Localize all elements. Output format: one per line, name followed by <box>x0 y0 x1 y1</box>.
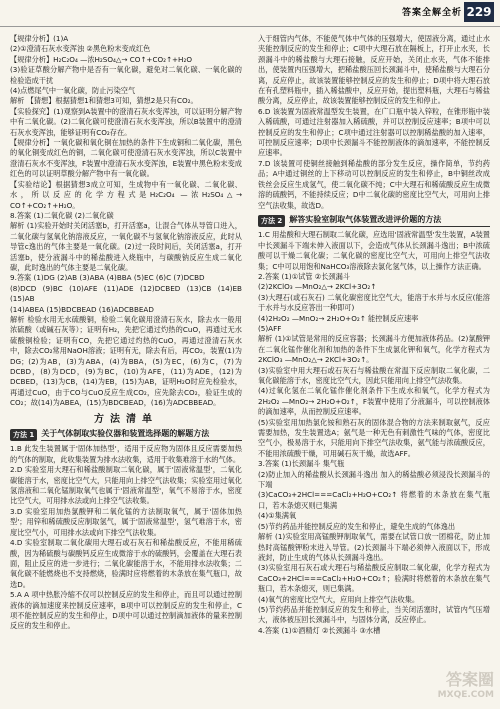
right-para-7: (3)大理石(或石灰石) 二氧化碳密度比空气大，能溶于水并与水反应(能溶于水并与水反应答出一种即可) <box>258 292 490 313</box>
method-heading-2 <box>258 215 490 227</box>
right-para-9: (5)AFF <box>258 323 282 333</box>
header-brand: 答案全解全析 <box>401 8 462 18</box>
right-para-6: (2)2KClO₃ —MnO₂△→ 2KCl+3O₂↑ <box>258 282 377 292</box>
watermark-logo <box>394 667 494 703</box>
right-para-15: (2)防止加入的稀盐酸从长颈漏斗逸出 加入的稀盐酸必须浸没长颈漏斗的下端 <box>258 469 490 490</box>
left-para-2: 【规律分析】H₂C₂O₄ —浓H₂SO₄△→ CO↑+CO₂↑+H₂O <box>10 54 192 64</box>
left-para-9: 8.答案 (1)二氧化碳 (2)二氧化碳 <box>10 210 114 220</box>
left-para-5: 解析 【猜想】根据猜想1和猜想3可知，猜想2是只有CO₂。 <box>10 96 198 106</box>
right-para-23: 4.答案 (1)①酒精灯 ②长颈漏斗 ③水槽 <box>258 625 381 635</box>
section-title: 方法清单 <box>94 413 158 425</box>
method-badge-icon: 方法 1 <box>10 429 37 441</box>
left-para-0: 【规律分析】(1)A <box>10 34 69 43</box>
left-para-6: 【实验探究】(1)观察到A装置中的澄清石灰水变浑浊，可以证明分解产物中有二氧化碳。(2)二氧化碳可使澄清石灰水变浑浊，所以B装置中的澄清石灰水变浑浊，能够证明有CO₂存在。 <box>10 106 242 137</box>
left-para-13: (14)ABEA (15)BDCBEAD (16)ADCBBEAD <box>10 304 154 314</box>
method-badge-icon: 方法 2 <box>258 215 285 227</box>
left-para-18: 2.D 实验室用大理石和稀盐酸制取二氧化碳，属于'固液常温型'，二氧化碳能溶于水，密度比空气大，只能用向上排空气法收集；实验室用过氧化氢溶液和二氧化锰制取氧气也属于'固液常温型'，氧气不易溶于水，密度比空气大，可用排水法或向上排空气法收集。 <box>10 465 242 506</box>
left-para-20: 4.D 实验室制取二氧化碳用大理石或石灰石和稀盐酸反应，不能用稀硫酸，因为稀硫酸与碳酸钙反应生成微溶于水的硫酸钙，会覆盖在大理石表面，阻止反应的进一步进行；二氧化碳能溶于水，不能用排水法收集；二氧化碳不能燃烧也不支持燃烧，验满时应将燃着的木条放在集气瓶口，故选D。 <box>10 538 242 589</box>
left-para-14: 解析 检验水用无水硫酸铜，检验二氧化碳用澄清石灰水，除去水一般用浓硫酸（或碱石灰等）；证明有H₂，先把它通过灼热的CuO，再通过无水硫酸铜检验；证明有CO，先把它通过灼热的CuO，再通过澄清石灰水中，除去CO₂常用NaOH溶液；证明有无，除去有后，再CO₂，装置(1)为DG；(2)为AB，(3)为ABA，(4)为BBA，(5)为EC，(6)为C，(7)为DCBD，(8)为DCD，(9)为BC，(10)为AFE，(11)为ADE，(12)为DCBED，(13)为CB，(14)为EB，(15)为AB，证明H₂O时应先检验水，再通过CuO，由于CO与CuO反应生成CO₂，应先除去CO₂，验证生成的CO₂；故(14)为ABEA，(15)为BDCBEAD，(16)为ADCBBEAD。 <box>10 314 242 408</box>
right-para-10: 解析 (1)①试管是常用的反应容器；长颈漏斗方便加液体药品。(2)氯酸钾在二氧化锰作催化剂和加热的条件下生成氯化钾和氧气，化学方程式为2KClO₃ —MnO₂△→ 2KCl+3O₂↑。 <box>258 334 490 365</box>
right-para-12: (4)过氧化氢在二氧化锰作催化剂条件下生成水和氧气，化学方程式为2H₂O₂ —MnO₂→ 2H₂O+O₂↑，F装置中使用了分液漏斗，可以控制液体的滴加速率，从而控制反应速率。 <box>258 386 490 417</box>
left-para-21: 5.A A 项中热胀冷缩不仅可以控制反应的发生和停止，而且可以通过控制液体的滴加速度来控制反应速率，B项中可以控制反应的发生和停止，C项不能控制反应的发生和停止，D项中可以通过控制滴加液体的量来控制反应的发生和停止。 <box>10 590 242 631</box>
method-heading-text: 解答实验室制取气体装置改进评价题的方法 <box>289 215 490 227</box>
right-para-21: (4)氧气的密度比空气大，应用向上排空气法收集。 <box>258 594 420 604</box>
right-para-11: (3)实验室中用大理石或石灰石与稀盐酸在常温下反应制取二氧化碳，二氧化碳能溶于水，密度比空气大，因此只能用向上排空气法收集。 <box>258 365 490 385</box>
left-para-19: 3.D 实验室用加热氯酸钾和二氧化锰的方法制取氧气，属于'固体加热型'；用锌和稀硫酸反应制取氢气，属于'固液常温型'，氢气难溶于水，密度比空气小，可用排水法或向下排空气法收集。 <box>10 506 242 537</box>
left-para-7: 【规律分析】一氧化碳和氧化铜在加热的条件下生成铜和二氧化碳，黑色的氧化铜变成红色的铜，二氧化碳可使澄清石灰水变浑浊，所以C装置中澄清石灰水不变浑浊，F装置中澄清石灰水变浑浊，E装置中黑色粉末变成红色的可以证明草酸分解产物中有一氧化碳。 <box>10 138 242 179</box>
left-para-3: (3)验证草酸分解产物中是否有一氧化碳，避免对二氧化碳、一氧化碳的检验造成干扰 <box>10 65 242 85</box>
right-para-17: (4)①集满氧 <box>258 511 297 521</box>
watermark-text: 答案圈 <box>445 670 494 689</box>
left-column <box>10 34 242 632</box>
right-para-0: 入于细管内气体，不能使气体中气体的压强增大，使固液分离，通过止水夹能控制反应的发生和停止；C项中大理石放在隔板上，打开止水夹，长颈漏斗中的稀盐酸与大理石接触，反应开始，关闭止水夹，气体不能排出，使装置内压强增大，把稀盐酸压回长颈漏斗中，使稀盐酸与大理石分离，反应停止，故该装置能够控制反应的发生和停止；D项中将大理石放在有孔塑料瓶中，插入稀盐酸中，反应开始，提出塑料瓶，大理石与稀盐酸分离，反应停止，故该装置能够控制反应的发生和停止。 <box>258 34 490 106</box>
left-para-8: 【实验结论】根据猜想3成立可知，生成物中有一氧化碳、二氧化碳、水，所以反应的化学方程式是H₂C₂O₄ —浓H₂SO₄△→ CO↑+CO₂↑+H₂O。 <box>10 179 242 210</box>
page-header <box>0 0 500 27</box>
watermark-url: MXQE.COM <box>437 690 494 700</box>
right-para-1: 6.D 该装置为固液常温型发生装置，在广口瓶中装入锌粒，在锥形瓶中装入稀硫酸，可通过注射器加入稀硫酸，并可以控制反应速率；B项中可以控制反应的发生和停止；C项中通过注射器可以控制稀盐酸的加入速率，可控制反应速率；D项中长颈漏斗不能控制液体的滴加速率，不能控制反应速率。 <box>258 106 490 158</box>
right-column <box>258 34 490 636</box>
left-para-10: 解析 (1)实验开始时关闭活塞b，打开活塞a，让混合气体从导管口进入，二氧化碳与氢氧化钠溶液反应，一氧化碳不与氢氧化钠溶液反应，此时从导管c逸出的气体主要是一氧化碳。(2)过一段时间后，关闭活塞a，打开活塞b，使分液漏斗中的稀盐酸进入烧瓶中，与碳酸钠反应生成二氧化碳，此时逸出的气体主要是二氧化碳。 <box>10 221 242 272</box>
right-para-22: (5)节约药品并能控制反应的发生和停止，当关闭活塞时，试管内气压增大，液体被压回长颈漏斗中，与固体分离，反应停止。 <box>258 604 490 625</box>
right-para-20: (3)实验室用石灰石或大理石与稀盐酸反应制取二氧化碳，化学方程式为CaCO₃+2HCl===CaCl₂+H₂O+CO₂↑；验满时将燃着的木条放在集气瓶口，若木条熄灭，则已集满。 <box>258 563 490 594</box>
right-para-5: 2.答案 (1)①试管 ②长颈漏斗 <box>258 271 350 281</box>
right-para-16: (3)CaCO₃+2HCl===CaCl₂+H₂O+CO₂↑ 将燃着的木条放在集气瓶口，若木条熄灭则已集满 <box>258 490 490 510</box>
right-para-19: 解析 (1)实验室用高锰酸钾制取氧气，需要在试管口放一团棉花，防止加热时高锰酸钾粉末进入导管。(2)长颈漏斗下端必须伸入液面以下，形成液封，防止生成的气体从长颈漏斗逸出。 <box>258 532 490 562</box>
method-heading-1 <box>10 429 242 441</box>
left-para-1: (2)①澄清石灰水变浑浊 ②黑色粉末变成红色 <box>10 44 151 54</box>
right-para-13: (5)实验室用加热氯化铵和熟石灰的固体混合物的方法来制取氨气，反应需要加热，发生装置选A；氨气是一种无色有刺激性气味的气体，密度比空气小，极易溶于水，只能用向下排空气法收集，氨气能与浓硫酸反应，不能用浓硫酸干燥，可用碱石灰干燥，故选AFF。 <box>258 417 490 458</box>
left-para-17: 1.B 此发生装置属于'固体加热型'，适用于反应物为固体且反应需要加热的气体的制取，此收集装置为排水法收集，适用于收集难溶于水的气体。 <box>10 444 242 464</box>
right-para-2: 7.D 该装置可使铜丝接触到稀盐酸的部分发生反应，操作简单，节约药品；A中通过铜丝的上下移动可以控制反应的发生和停止，B中铜丝改成铁丝会反应生成氢气，使二氧化碳不纯；C中大理石和稀硫酸反应生成微溶的硫酸钙，不能持续反应；D中二氧化碳的密度比空气大，可用向上排空气法收集，故选D。 <box>258 158 490 210</box>
left-para-11: 9.答案 (1)DG (2)AB (3)ABA (4)BBA (5)EC (6)C (7)DCBD <box>10 273 205 283</box>
left-para-4: (4)点燃尾气中一氧化碳，防止污染空气 <box>10 86 136 96</box>
page-number: 229 <box>464 2 494 22</box>
method-heading-text: 关于气体制取实验仪器和装置选择题的解题方法 <box>41 429 242 441</box>
right-para-18: (5)节约药品并能控制反应的发生和停止，避免生成的气体逸出 <box>258 521 456 531</box>
left-para-12: (8)DCD (9)BC (10)AFE (11)ADE (12)DCBED (13)CB (14)EB (15)AB <box>10 283 242 304</box>
right-para-4: 1.C 用盐酸和大理石制取二氧化碳，应选用'固液常温型'发生装置，A装置中长颈漏斗下端未伸入液面以下，会造成气体从长颈漏斗逸出；B中浓硫酸可以干燥二氧化碳；二氧化碳的密度比空气大，可用向上排空气法收集；C中可以用饱和NaHCO₃溶液除去氯化氢气体，以上操作方法正确。 <box>258 230 490 271</box>
right-para-8: (4)2H₂O₂ —MnO₂→ 2H₂O+O₂↑ 能控制反应速率 <box>258 313 419 323</box>
right-para-14: 3.答案 (1)长颈漏斗 集气瓶 <box>258 459 345 469</box>
